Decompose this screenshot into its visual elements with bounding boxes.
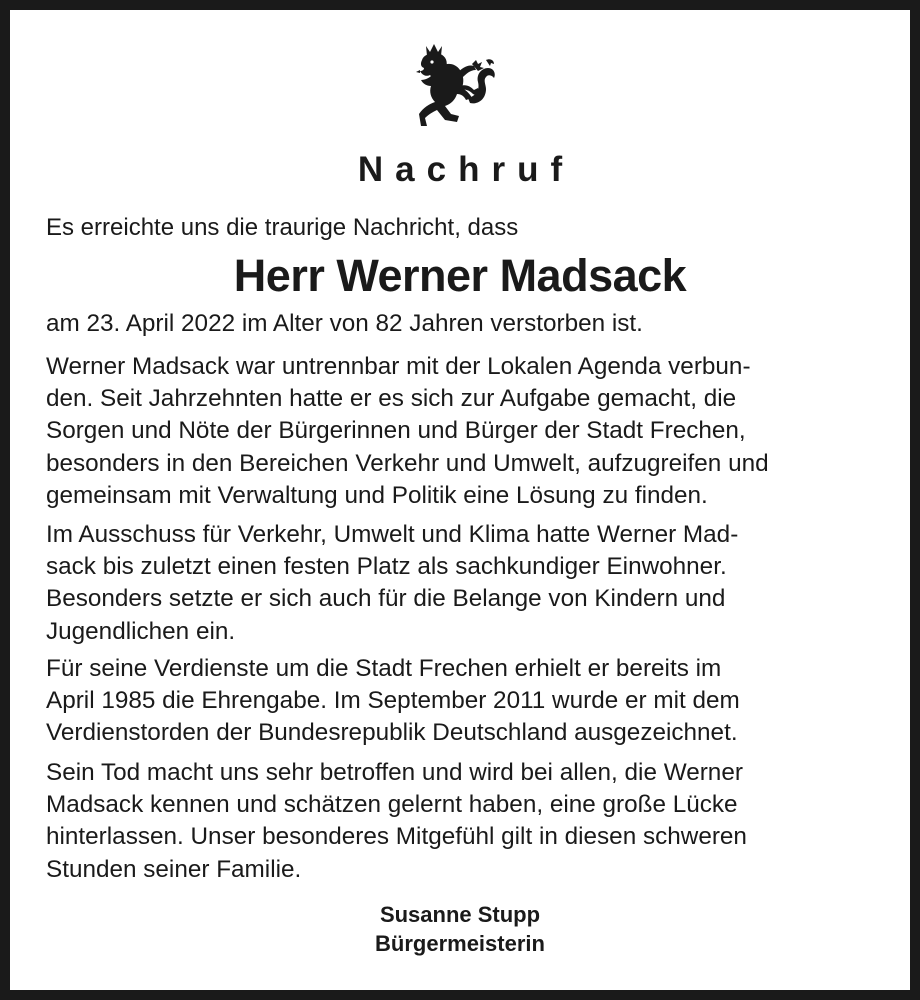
deceased-name: Herr Werner Madsack bbox=[233, 250, 687, 301]
paragraph-line: Im Ausschuss für Verkehr, Umwelt und Klima hatte Werner Mad- bbox=[46, 521, 739, 548]
paragraph-3 bbox=[46, 653, 878, 750]
paragraph-line: sack bis zuletzt einen festen Platz als sachkundiger Einwohner. bbox=[46, 553, 727, 581]
paragraph-line: Jugendlichen ein. bbox=[46, 617, 236, 645]
page-title: Nachruf bbox=[357, 150, 575, 189]
signature-block bbox=[0, 900, 920, 958]
intro-line: Es erreichte uns die traurige Nachricht, dass bbox=[46, 214, 519, 241]
paragraph-line: besonders in den Bereichen Verkehr und Umwelt, aufzugreifen und bbox=[46, 449, 769, 477]
paragraph-line: den. Seit Jahrzehnten hatte er es sich zur Aufgabe gemacht, die bbox=[46, 385, 737, 413]
paragraph-line: Werner Madsack war untrennbar mit der Lokalen Agenda verbun- bbox=[46, 353, 751, 380]
paragraph-line: gemeinsam mit Verwaltung und Politik eine Lösung zu finden. bbox=[46, 481, 708, 509]
date-line: am 23. April 2022 im Alter von 82 Jahren verstorben ist. bbox=[46, 310, 643, 337]
paragraph-line: Sorgen und Nöte der Bürgerinnen und Bürger der Stadt Frechen, bbox=[46, 417, 746, 445]
signature-name: Susanne Stupp bbox=[379, 902, 541, 927]
paragraph-line: Stunden seiner Familie. bbox=[46, 855, 302, 883]
paragraph-line: Verdienstorden der Bundesrepublik Deutschland ausgezeichnet. bbox=[46, 719, 738, 747]
signature-role: Bürgermeisterin bbox=[375, 931, 545, 956]
paragraph-line: Besonders setzte er sich auch für die Belange von Kindern und bbox=[46, 585, 726, 613]
paragraph-line: Für seine Verdienste um die Stadt Frechen erhielt er bereits im bbox=[46, 655, 722, 682]
paragraph-line: April 1985 die Ehrengabe. Im September 2011 wurde er mit dem bbox=[46, 687, 740, 715]
paragraph-line: hinterlassen. Unser besonderes Mitgefühl gilt in diesen schweren bbox=[46, 823, 747, 851]
paragraph-4 bbox=[46, 757, 878, 886]
paragraph-2 bbox=[46, 519, 878, 648]
paragraph-line: Madsack kennen und schätzen gelernt haben, eine große Lücke bbox=[46, 791, 738, 819]
paragraph-1 bbox=[46, 351, 878, 512]
heraldic-lion-icon bbox=[412, 40, 498, 128]
paragraph-line: Sein Tod macht uns sehr betroffen und wird bei allen, die Werner bbox=[46, 759, 743, 786]
